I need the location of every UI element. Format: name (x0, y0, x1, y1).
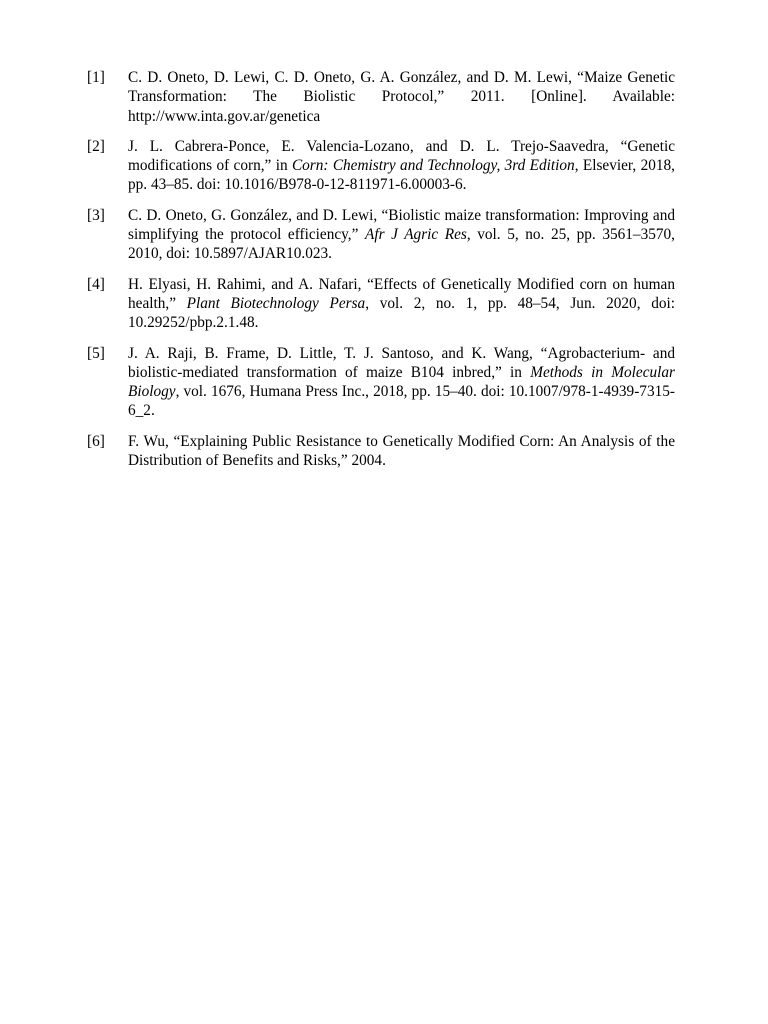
reference-body: J. A. Raji, B. Frame, D. Little, T. J. Santoso, and K. Wang, “Agrobacterium- and biolistic-mediated transformation of maize B104 inbred,” in (128, 344, 675, 381)
reference-text (128, 344, 675, 421)
reference-item-2 (87, 137, 675, 195)
reference-text (128, 206, 675, 264)
reference-text (128, 432, 675, 471)
reference-item-5 (87, 344, 675, 421)
reference-number: [4] (87, 275, 105, 293)
reference-body: F. Wu, “Explaining Public Resistance to Genetically Modified Corn: An Analysis of the Distribution of Benefits and Risks,” 2004. (128, 432, 675, 470)
reference-venue: Corn: Chemistry and Technology, 3rd Edition (291, 157, 575, 175)
reference-number: [5] (87, 344, 105, 362)
reference-venue: Afr J Agric Res (365, 226, 467, 244)
reference-venue: Methods in Molecular Biology (128, 363, 675, 401)
reference-number: [6] (87, 432, 105, 450)
reference-item-6 (87, 432, 675, 471)
reference-number: [1] (87, 69, 105, 86)
reference-list (87, 68, 675, 481)
reference-text (128, 137, 675, 195)
reference-body: C. D. Oneto, D. Lewi, C. D. Oneto, G. A. González, and D. M. Lewi, “Maize Genetic Transformation: The Biolistic Protocol,” 2011. [Online]. Available: http://www.inta.gov.ar/genetica (128, 69, 675, 125)
reference-body: C. D. Oneto, G. González, and D. Lewi, “Biolistic maize transformation: Improving and simplifying the protocol efficiency,” (128, 206, 675, 244)
reference-body: H. Elyasi, H. Rahimi, and A. Nafari, “Effects of Genetically Modified corn on human health,” (128, 275, 675, 312)
reference-details: , vol. 5, no. 25, pp. 3561–3570, 2010, doi: 10.5897/AJAR10.023. (128, 226, 675, 263)
reference-item-4 (87, 275, 675, 333)
reference-text (128, 275, 675, 333)
reference-details: , vol. 2, no. 1, pp. 48–54, Jun. 2020, doi: 10.29252/pbp.2.1.48. (128, 294, 675, 332)
reference-text (128, 68, 675, 126)
reference-details: , vol. 1676, Humana Press Inc., 2018, pp. 15–40. doi: 10.1007/978-1-4939-7315-6_2. (128, 383, 675, 420)
reference-number: [3] (87, 206, 105, 224)
reference-number: [2] (87, 137, 105, 155)
reference-item-3 (87, 206, 675, 264)
reference-details: , Elsevier, 2018, pp. 43–85. doi: 10.1016/B978-0-12-811971-6.00003-6. (128, 157, 675, 194)
reference-item-1 (87, 68, 675, 126)
reference-venue: Plant Biotechnology Persa (186, 294, 366, 312)
reference-body: J. L. Cabrera-Ponce, E. Valencia-Lozano, and D. L. Trejo-Saavedra, “Genetic modifications of corn,” in (128, 137, 675, 175)
